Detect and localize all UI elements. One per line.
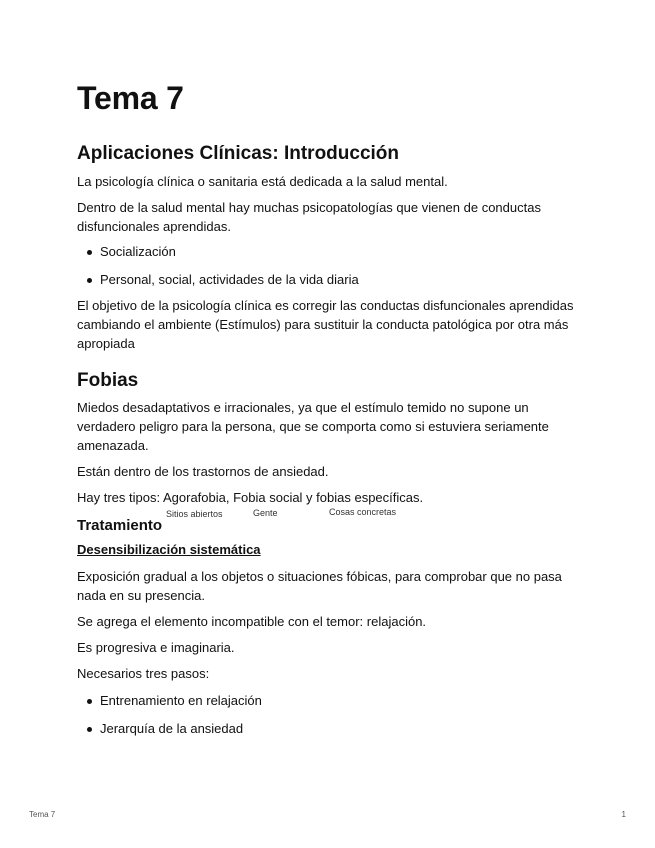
section-heading-intro: Aplicaciones Clínicas: Introducción (77, 143, 400, 164)
list-item: Socialización (77, 242, 577, 261)
handwritten-annotation: Cosas concretas (329, 507, 397, 517)
intro-paragraph-3: El objetivo de la psicología clínica es corregir las conductas disfuncionales aprendidas cambiando el ambiente (Estímulos) para sustituir la conducta patológica por otra más apropiada (77, 298, 574, 351)
tratamiento-paragraph-1: Exposición gradual a los objetos o situaciones fóbicas, para comprobar que no pasa nada en su presencia. (77, 569, 562, 603)
desensibilizacion-heading: Desensibilización sistemática (77, 542, 261, 557)
handwritten-annotation: Gente (253, 508, 278, 518)
intro-bullet-list (77, 242, 577, 289)
intro-paragraph-1: La psicología clínica o sanitaria está dedicada a la salud mental. (77, 174, 448, 189)
tratamiento-paragraph-3: Es progresiva e imaginaria. (77, 640, 235, 655)
fobias-paragraph-2: Están dentro de los trastornos de ansiedad. (77, 464, 329, 479)
list-item: Personal, social, actividades de la vida diaria (77, 270, 577, 289)
list-item: Entrenamiento en relajación (77, 691, 577, 710)
list-item: Jerarquía de la ansiedad (77, 719, 577, 738)
page-title: Tema 7 (77, 80, 184, 116)
tratamiento-paragraph-4: Necesarios tres pasos: (77, 666, 210, 681)
page-content (77, 80, 577, 738)
fobias-types-line (77, 488, 577, 526)
footer-title: Tema 7 (29, 810, 56, 819)
tratamiento-bullet-list (77, 691, 577, 738)
fobias-paragraph-1: Miedos desadaptativos e irracionales, ya que el estímulo temido no supone un verdadero peligro para la persona, que se comporta como si estuviera seriamente amenazada. (77, 400, 549, 453)
page-number: 1 (621, 810, 626, 819)
fobias-paragraph-3: Hay tres tipos: Agorafobia, Fobia social y fobias específicas. (77, 490, 424, 505)
intro-paragraph-2: Dentro de la salud mental hay muchas psicopatologías que vienen de conductas disfuncionales aprendidas. (77, 200, 541, 234)
tratamiento-heading: Tratamiento (77, 517, 163, 534)
section-heading-fobias: Fobias (77, 370, 139, 391)
tratamiento-paragraph-2: Se agrega el elemento incompatible con el temor: relajación. (77, 614, 427, 629)
handwritten-annotation: Sitios abiertos (166, 509, 223, 519)
